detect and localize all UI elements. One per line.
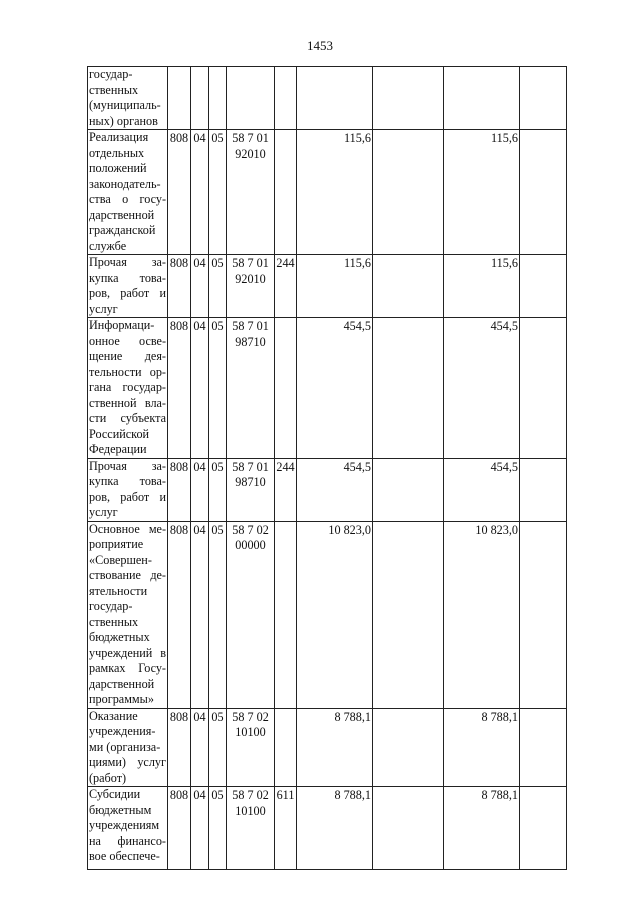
amount-cell-2 (373, 130, 444, 255)
name-line: Федерации (89, 442, 147, 456)
amount-cell-4 (520, 255, 567, 318)
name-line: Прочая за- (89, 458, 166, 473)
ministry-code-cell: 808 (168, 130, 191, 255)
target-article-cell (227, 255, 275, 318)
table-row (88, 521, 567, 708)
amount-cell-3: 8 788,1 (444, 708, 520, 787)
name-line: ственной вла- (89, 395, 166, 410)
name-line: тельности ор- (89, 364, 166, 379)
name-line: на финансо- (89, 833, 166, 848)
target-article-cell (227, 521, 275, 708)
name-line: вое обеспече- (89, 849, 160, 863)
amount-cell-2 (373, 458, 444, 521)
section-code-cell (191, 67, 209, 130)
ministry-code-cell: 808 (168, 521, 191, 708)
subsection-code-cell (209, 67, 227, 130)
amount-cell-3: 454,5 (444, 318, 520, 459)
expense-kind-cell (275, 130, 297, 255)
name-line: отдельных (89, 145, 145, 160)
amount-cell-2 (373, 318, 444, 459)
name-line: онное осве- (89, 333, 166, 348)
amount-cell-3: 454,5 (444, 458, 520, 521)
name-line: «Совершен- (89, 552, 152, 567)
name-line: Основное ме- (89, 521, 166, 536)
ministry-code-cell: 808 (168, 255, 191, 318)
subsection-code-cell: 05 (209, 521, 227, 708)
ministry-code-cell: 808 (168, 787, 191, 870)
expense-kind-cell (275, 318, 297, 459)
table-row (88, 708, 567, 787)
name-line: (работ) (89, 770, 127, 785)
table-row (88, 255, 567, 318)
amount-cell-4 (520, 318, 567, 459)
amount-cell-4 (520, 787, 567, 870)
table-row (88, 787, 567, 870)
ministry-code-cell (168, 67, 191, 130)
name-line: гана государ- (89, 380, 166, 394)
amount-cell-1: 8 788,1 (297, 708, 373, 787)
name-line: положений (89, 161, 147, 175)
name-line: (муниципаль- (89, 98, 161, 112)
name-line: услуг (89, 301, 118, 316)
target-article-line: 58 7 01 (232, 256, 269, 270)
name-line: ственных (89, 82, 139, 97)
target-article-line: 58 7 01 (232, 319, 269, 333)
name-line: Субсидии (89, 787, 141, 801)
name-line: учреждения- (89, 724, 156, 738)
target-article-line: 10100 (235, 803, 266, 818)
table-row (88, 458, 567, 521)
ministry-code-cell: 808 (168, 458, 191, 521)
amount-cell-2 (373, 708, 444, 787)
target-article-cell (227, 787, 275, 870)
expense-kind-cell (275, 67, 297, 130)
table-row (88, 130, 567, 255)
name-line: купка това- (89, 474, 166, 488)
amount-cell-2 (373, 787, 444, 870)
name-line: бюджетным (89, 802, 152, 817)
target-article-cell (227, 130, 275, 255)
name-line: бюджетных (89, 630, 150, 644)
page-number: 1453 (307, 38, 333, 53)
target-article-line: 98710 (235, 334, 266, 349)
expense-kind-cell (275, 708, 297, 787)
name-line: услуг (89, 505, 118, 519)
amount-cell-1: 8 788,1 (297, 787, 373, 870)
amount-cell-3: 8 788,1 (444, 787, 520, 870)
amount-cell-4 (520, 130, 567, 255)
table-body (88, 67, 567, 870)
name-line: гражданской (89, 223, 156, 237)
table-row (88, 318, 567, 459)
name-line: службе (89, 238, 127, 253)
ministry-code-cell: 808 (168, 318, 191, 459)
ministry-code-cell: 808 (168, 708, 191, 787)
name-line: программы» (89, 692, 154, 706)
target-article-line: 58 7 02 (232, 709, 269, 724)
amount-cell-2 (373, 255, 444, 318)
target-article-line: 58 7 02 (232, 522, 269, 537)
amount-cell-4 (520, 67, 567, 130)
budget-table (87, 66, 567, 870)
amount-cell-1 (297, 67, 373, 130)
amount-cell-3: 10 823,0 (444, 521, 520, 708)
name-line: ных) органов (89, 113, 158, 128)
row-name-cell (88, 787, 168, 870)
amount-cell-1: 10 823,0 (297, 521, 373, 708)
name-line: Реализация (89, 130, 149, 144)
target-article-cell (227, 318, 275, 459)
section-code-cell: 04 (191, 708, 209, 787)
name-line: рамках Госу- (89, 661, 166, 675)
section-code-cell: 04 (191, 458, 209, 521)
row-name-cell (88, 318, 168, 459)
amount-cell-3: 115,6 (444, 255, 520, 318)
target-article-line: 92010 (235, 146, 266, 161)
name-line: ятельности (89, 583, 148, 598)
name-line: ров, работ и (89, 489, 166, 504)
amount-cell-3 (444, 67, 520, 130)
row-name-cell (88, 708, 168, 787)
name-line: циями) услуг (89, 755, 166, 769)
expense-kind-cell: 244 (275, 458, 297, 521)
name-line: сти субъекта (89, 411, 166, 425)
name-line: Российской (89, 426, 150, 441)
row-name-cell (88, 458, 168, 521)
amount-cell-2 (373, 67, 444, 130)
row-name-cell (88, 130, 168, 255)
amount-cell-1: 454,5 (297, 458, 373, 521)
section-code-cell: 04 (191, 318, 209, 459)
section-code-cell: 04 (191, 130, 209, 255)
section-code-cell: 04 (191, 521, 209, 708)
name-line: дарственной (89, 676, 155, 691)
amount-cell-1: 454,5 (297, 318, 373, 459)
amount-cell-4 (520, 708, 567, 787)
amount-cell-1: 115,6 (297, 130, 373, 255)
name-line: роприятие (89, 537, 144, 551)
name-line: ствование де- (89, 568, 166, 582)
name-line: купка това- (89, 270, 166, 285)
subsection-code-cell: 05 (209, 458, 227, 521)
subsection-code-cell: 05 (209, 318, 227, 459)
amount-cell-2 (373, 521, 444, 708)
target-article-line: 58 7 01 (232, 131, 269, 145)
name-line: щение дея- (89, 349, 166, 363)
name-line: Прочая за- (89, 255, 166, 269)
name-line: государ- (89, 67, 133, 81)
target-article-line: 58 7 02 (232, 788, 269, 802)
subsection-code-cell: 05 (209, 255, 227, 318)
target-article-cell (227, 708, 275, 787)
row-name-cell (88, 67, 168, 130)
section-code-cell: 04 (191, 787, 209, 870)
subsection-code-cell: 05 (209, 787, 227, 870)
amount-cell-4 (520, 458, 567, 521)
amount-cell-3: 115,6 (444, 130, 520, 255)
name-line: учреждениям (89, 818, 160, 832)
target-article-line: 58 7 01 (232, 459, 269, 474)
target-article-line: 98710 (235, 475, 266, 489)
name-line: Оказание (89, 708, 138, 723)
table-row (88, 67, 567, 130)
target-article-line: 00000 (235, 538, 266, 552)
amount-cell-4 (520, 521, 567, 708)
subsection-code-cell: 05 (209, 130, 227, 255)
name-line: ственных (89, 614, 139, 629)
expense-kind-cell (275, 521, 297, 708)
expense-kind-cell: 611 (275, 787, 297, 870)
name-line: ров, работ и (89, 286, 166, 300)
name-line: дарственной (89, 207, 155, 222)
name-line: учреждений в (89, 645, 166, 660)
name-line: Информаци- (89, 318, 155, 332)
row-name-cell (88, 521, 168, 708)
name-line: ства о госу- (89, 192, 166, 206)
name-line: законодатель- (89, 176, 161, 191)
section-code-cell: 04 (191, 255, 209, 318)
name-line: ми (организа- (89, 739, 161, 754)
subsection-code-cell: 05 (209, 708, 227, 787)
name-line: государ- (89, 599, 133, 613)
target-article-line: 10100 (235, 725, 266, 739)
target-article-cell (227, 67, 275, 130)
expense-kind-cell: 244 (275, 255, 297, 318)
amount-cell-1: 115,6 (297, 255, 373, 318)
row-name-cell (88, 255, 168, 318)
target-article-line: 92010 (235, 271, 266, 286)
target-article-cell (227, 458, 275, 521)
